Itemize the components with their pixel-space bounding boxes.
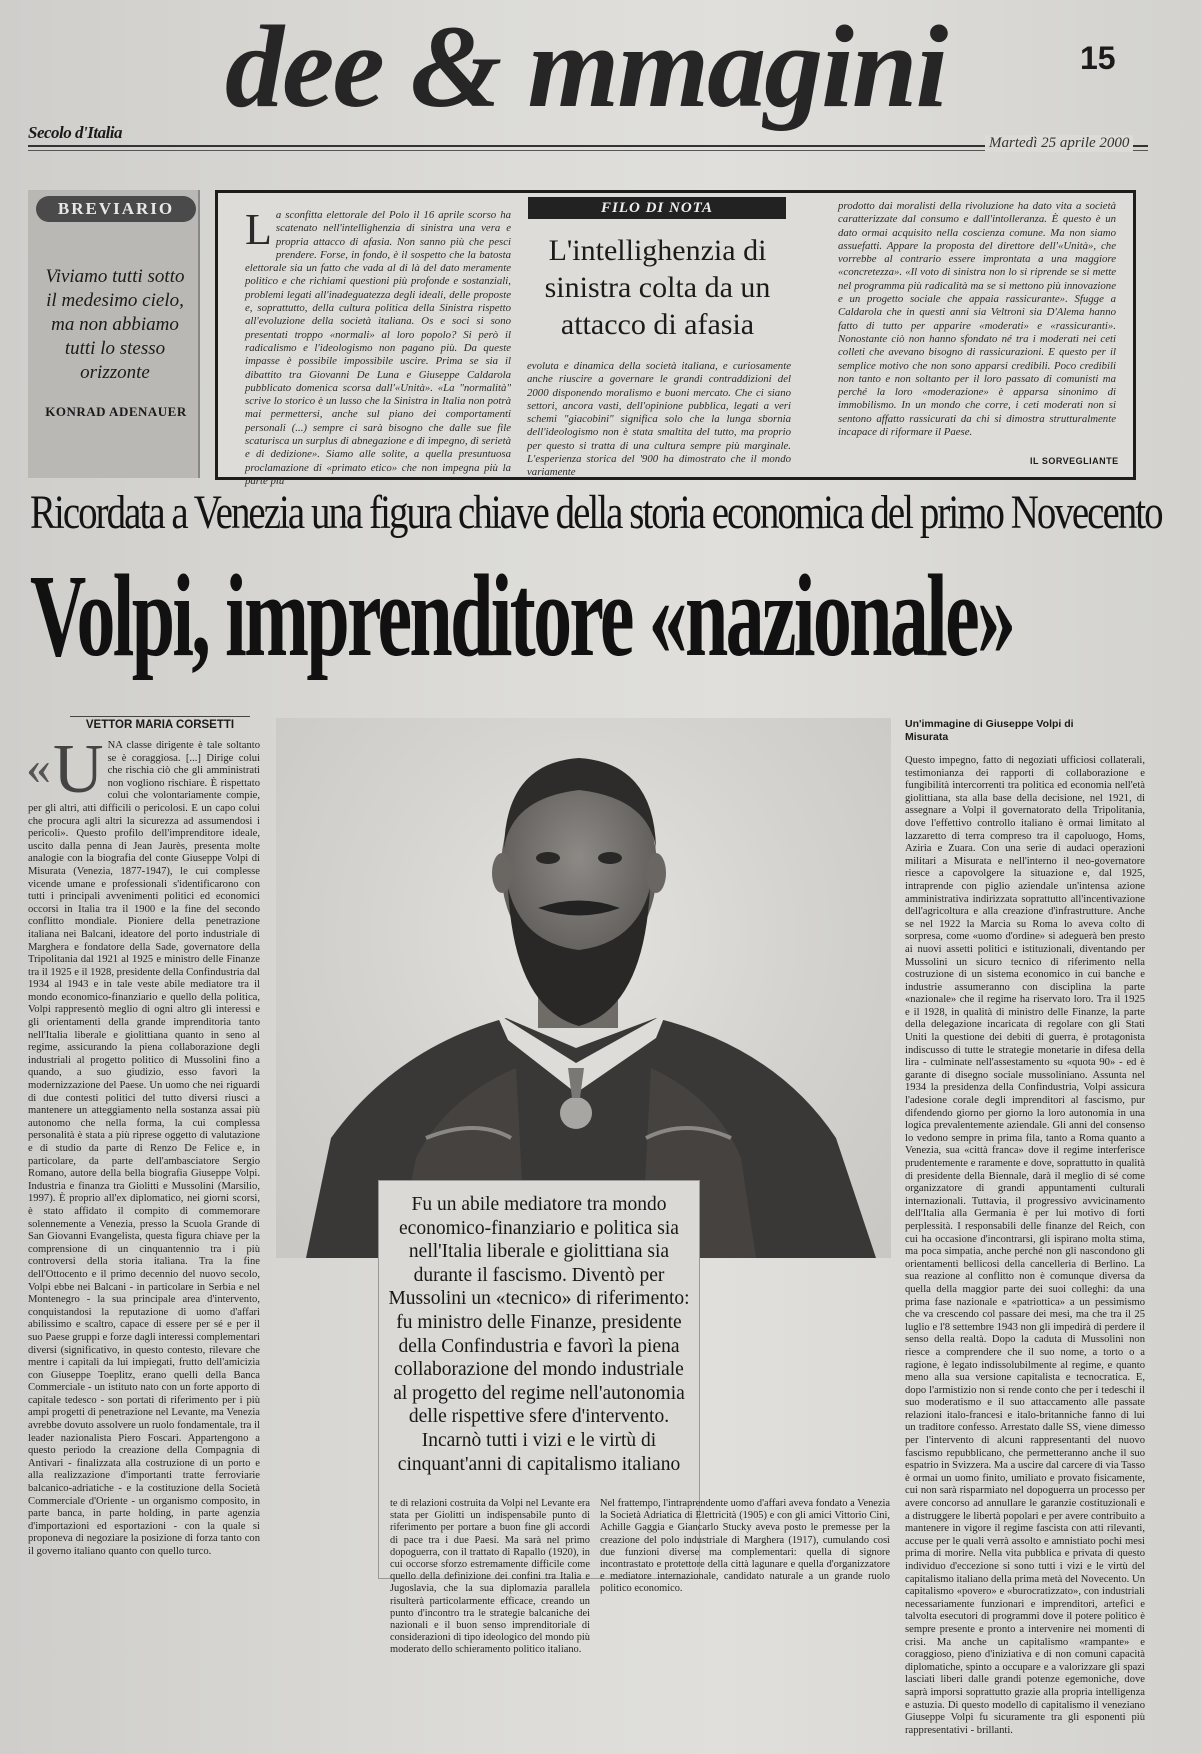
masthead-rule-thin [28,150,1148,151]
breviario-quote: Viviamo tutti sotto il medesimo cielo, ma non abbiamo tutti lo stesso orizzonte [45,266,185,383]
newspaper-brand: Secolo d'Italia [28,123,123,142]
masthead-rule [28,145,1148,147]
filo-column-1 [245,205,511,487]
filo-column-1-text: a sconfitta elettorale del Polo il 16 aprile scorso ha scatenato nell'intellighenzia di sinistra una vera e propria attacco di afasia. Non sanno più che pesci prendere. Forse, in fondo, è il sospetto che la batosta elettorale sia un fatto che vada al di là del dato meramente politico e che richiami questioni più profonde e sostanziali, problemi legati all'inadeguatezza degli ideali, delle proposte e, soprattutto, della cultura politica della Sinistra rispetto all'evoluzione della società italiana. Os e soci si sono presentati troppo «normali» al loro popolo? Si però il radicalismo e l'ideologismo non pagano più. Da queste impasse è possibile impossibile uscire. Prima se sia il dibattito tra Giovanni De Luna e Giuseppe Caldarola pubblicato domenica scorsa dall'«Unità». «La "normalità" scrive lo storico è un lusso che la Sinistra in Italia non potrà mai permettersi, anche sul piano dei comportamenti personali (...) sempre ci sarà bisogno che dalle sue file scaturisca un surplus di abnegazione e di impegno, di serietà e di dedizione». Siamo alle solite, a quella presuntuosa proclamazione di «primato etico» che non impegna più la parte più [245,209,511,487]
article-column-2: te di relazioni costruita da Volpi nel Levante era stata per Giolitti un indispensabile punto di riferimento per portare a buon fine gli accordi di pace tra i due Paesi. Ma sarà nel primo dopoguerra, con il trattato di Rapallo (1920), in cui occorse sforzo estremamente difficile come quello della definizione dei confini tra Italia e Jugoslavia, che la sua diplomazia parallela risulterà particolarmente efficace, creando un punto d'incontro tra le strategie balcaniche dei nazionali e il buon senso imprenditoriale di considerazioni di tipo ideologico del mondo più moderato dello schieramento politico italiano. [390,1498,590,1656]
section-title: dee & mmagini [225,1,947,132]
pull-quote-text: Fu un abile mediatore tra mondo economico-finanziario e politica sia nell'Italia liberale e giolittiana sia durante il fascismo. Diventò per Mussolini un «tecnico» di riferimento: fu ministro delle Finanze, presidente della Confindustria e favorì la piena collaborazione del mondo industriale al progetto del regime nell'autonomia delle rispettive sfere d'intervento. Incarnò tutti i vizi e le virtù di cinquant'anni di capitalismo italiano [388,1194,690,1475]
filo-signature: IL SORVEGLIANTE [1030,456,1119,466]
photo-caption: Un'immagine di Giuseppe Volpi di Misurata [905,718,1074,743]
article-kicker: Ricordata a Venezia una figura chiave della storia economica del primo Novecento [30,486,1162,539]
breviario-author: KONRAD ADENAUER [45,404,187,419]
filo-di-nota-title: L'intellighenzia di sinistra colta da un attacco di afasia [544,234,771,341]
page-number: 15 [1080,40,1116,76]
filo-column-2: evoluta e dinamica della società italiana, e curiosamente anche riuscire a governare le grandi contraddizioni del 2000 disponendo moralismo e buoni mercato. Che ci siano settori, ancora vasti, dell'opinione pubblica, legati a veri schemi "giacobini" significa solo che la lunga sbornia dell'ideologismo non è stata smaltita del tutto, ma proprio per questo si tratta di una cultura sempre più marginale. L'esperienza storica del '900 ha dimostrato che il mondo variamente [527,360,791,479]
portrait-photo [276,718,891,1258]
filo-dropcap: L [245,205,272,254]
article-column-3: Nel frattempo, l'intraprendente uomo d'affari aveva fondato a Venezia la Società Adriatica di Elettricità (1905) e con gli amici Vittorio Cini, Achille Gaggia e Giancarlo Stucky aveva posto le premesse per la creazione del polo industriale di Marghera (1917), cumulando così due funzioni diverse ma complementari: quella di signore incontrastato e protettore della città lagunare e quella d'organizzatore e mediatore internazionale, candidato naturale a un grande ruolo politico economico. [600,1498,890,1595]
article-column-1-text: NA classe dirigente è tale soltanto se è coraggiosa. [...] Dirige colui che rischia ciò che gli amministrati non vogliono rischiare. È rispettato colui che volontariamente compie, per gli altri, atti difficili o pericolosi. E un capo colui che procura agli altri la sicurezza ad assumendosi i pericoli». Questo profilo dell'imprenditore ideale, uscito dalla penna di Jean Jaurès, presenta molte analogie con la biografia del conte Giuseppe Volpi di Misurata (Venezia, 1877-1947), le cui complesse vicende umane e professionali s'identificarono con tutti i principali avvenimenti politici ed economici occorsi in Italia tra il 1900 e la fine del secondo conflitto mondiale. Pioniere della penetrazione italiana nei Balcani, ideatore del porto industriale di Marghera e fondatore della Sade, governatore della Tripolitania dal 1921 al 1925 e ministro delle Finanze tra il 1925 e il 1928, presidente della Confindustria dal 1934 al 1943 e in tale veste abile mediatore tra il mondo economico-finanziario e quello della politica, Volpi rappresentò meglio di ogni altro gli interessi e gli orientamenti della grande imprenditoria tanto nell'Italia liberale e giolittiana quanto in seno al regime, assicurando la piena collaborazione degli industriali al progetto politico di Mussolini fino a quando, a suo giudizio, esso favorì la modernizzazione del Paese. Un uomo che nei riguardi di due contesti politici del tutto diversi riuscì a mantenere un atteggiamento nella sostanza assai più autonomo che nella forma, la cui complessa personalità è stata a più riprese oggetto di valutazione e di studio da parte di Renzo De Felice e, in particolare, da parte dell'ambasciatore Sergio Romano, autore della bella biografia Giuseppe Volpi. Industria e finanza tra Giolitti e Mussolini (Marsilio, 1997). È proprio all'ex diplomatico, nei giorni scorsi, è stato affidato il compito di commemorare solennemente a Venezia, presso la Scuola Grande di San Giovanni Evangelista, questa figura chiave per la comprensione di un cinquantennio tra i più controversi della storia italiana. Tra la fine dell'Ottocento e il primo decennio del nuovo secolo, Volpi ebbe nei Balcani - in particolare in Serbia e nel Montenegro - la sua principale area d'intervento, conquistandosi la reputazione di uomo d'affari abilissimo e scaltro, capace di essere per sé e per il suo Paese gruppi e forze dagli interessi complementari diversi (significativo, in questo contesto, rilevare che mentre i capitali da lui impiegati, frutto dell'amicizia con Giuseppe Toeplitz, erano quelli della Banca Commerciale - un istituto nato con un forte apporto di capitale tedesco - son portati di riferimento per i più ampi progetti di penetrazione nel Levante, ma Venezia avrebbe dovuto assolvere un ruolo fondamentale, tra il leader nazionalista Piero Foscari. Appartengono a questo periodo la creazione della Compagnia di Antivari - finalizzata alla costruzione di un porto e alla realizzazione d'importanti tratte ferroviarie balcanico-adriatiche - e la costituzione della Società Commerciale d'Oriente - un organismo composito, in parte banca, in parte holding, in parte agenzia d'importazioni ed esportazioni - con la quale si proponeva di negoziare la posizione di forza tanto con il governo italiano quanto con quello turco. [28,740,260,1557]
article-byline: VETTOR MARIA CORSETTI [70,716,250,731]
filo-column-3: prodotto dai moralisti della rivoluzione ha dato vita a società caratterizzate dal consumo e dall'intolleranza. È questo è un dato ormai acquisito nella coscienza comune. Ma non siamo assuefatti. Appare la proposta del direttore dell'«Unità», che vorrebbe al contrario essere improntata a una maggiore «concretezza». «Il voto di sinistra non lo si riprende se si mette nel programma più radicalità ma se si mettono più innovazione e un progetto sociale che appaia rassicurante». Sfugge a Caldarola che in questi anni sia Veltroni sia D'Alema hanno fatto di tutto per apparire «moderati» e «rassicuranti». Nonostante ciò non hanno sfondato né tra i moderati nei ceti colleti che avevano bisogno di rassicurazioni. E questo per il semplice motivo che non sono apparsi credibili. Poco credibili non tanto e non soltanto per il loro passato di comunisti ma perché la loro «moderazione» è apparsa sinonimo di immobilismo. In un mondo che corre, i ceti moderati non si sentono affatto rassicurati da chi si dimostra strutturalmente incapace di riformare il Paese. [838,200,1116,439]
issue-date: Martedì 25 aprile 2000 [985,135,1133,152]
filo-di-nota-heading: FILO DI NOTA [528,197,786,219]
article-column-1 [26,731,260,1740]
article-dropcap: U [53,731,104,808]
opening-quote-mark: « [26,739,51,795]
portrait-illustration [276,718,891,1258]
article-headline: Volpi, imprenditore «nazionale» [30,550,1014,681]
breviario-heading: BREVIARIO [36,196,196,222]
article-column-4: Questo impegno, fatto di negoziati ufficiosi collaterali, testimonianza dei rapporti di collaborazione e fungibilità intercorrenti tra politica ed economia nell'età giolittiana, sta alla base della decisione, nel 1921, di assegnare a Volpi il governatorato della Tripolitania, dove l'effettivo controllo italiano è ormai limitato al lazzaretto di terra compreso tra il capoluogo, Homs, Aziria e Zuara. Con una serie di audaci operazioni militari a Misurata e nell'interno il neo-governatore riesce a capovolgere la situazione e, dal 1925, intraprende con piglio aziendale un'intensa azione amministrativa indirizzata soprattutto all'incentivazione dell'agricoltura e alla creazione d'infrastrutture. Anche se nel 1922 la Marcia su Roma lo aveva colto di sorpresa, come «uomo d'ordine» si adeguerà ben presto ai nuovi assetti politici e istituzionali, diventando per Mussolini un sicuro tecnico di riferimento nella costruzione di un sistema economico in cui banche e industrie assumeranno con disciplina la parte «nazionale» che il regime ha riservato loro. Tra il 1925 e il 1928, in qualità di ministro delle Finanze, la parte della delegazione incaricata di regolare con gli Stati Uniti la questione dei debiti di guerra, è protagonista indiscusso di tutte le strategie monetarie in difesa della lira - culminate nell'assestamento su «quota 90» - ed è garante di disegno sociale mussoliniano. Assunta nel 1934 la presidenza della Confindustria, Volpi assicura l'adesione corale degli imprenditori al fascismo, pur difendendo giorno per giorno la loro autonomia in una logica prevalentemente aziendale. Gli anni del consenso lo vedono sempre in prima fila, tanto a Roma quanto a Venezia, sua «città franca» dove il regime interferisce prudentemente e raramente e dove, soprattutto in qualità di presidente della Biennale, darà il meglio di sé come organizzatore di grandi appuntamenti culturali internazionali. Tuttavia, il progressivo avvicinamento dell'Italia alla Germania è per lui motivo di forti perplessità. I responsabili delle finanze del Reich, con cui ha occasione d'incontrarsi, gli ispirano molta stima, ma poca simpatia, anche perché non gli nascondono gli orientamenti bellicosi della cancelleria di Berlino. La sua reazione al conflitto non è comunque diversa da quella della maggior parte dei suoi colleghi: da una prima fase nazionale e «patriottica» a un pessimismo che va crescendo col passare dei mesi, ma che tra il 25 luglio e l'8 settembre 1943 non gli impedirà di perdere il senso della realtà. Dopo la caduta di Mussolini non riesce a comprendere che il suo nome, a torto o a ragione, è legato indissolubilmente al regime, e quanto meno alla sua versione capitalista e tecnocratica. E, dopo l'armistizio non si rende conto che per i tedeschi il suo moderatismo e il suo attaccamento alle passate relazioni italo-francesi e italo-britanniche fanno di lui un traditore confesso. Arrestato dalle SS, viene dimesso per l'intervento di alcuni rappresentanti del nuovo fascismo repubblicano, che permetteranno anche il suo espatrio in Svizzera. Ma a uscire dal carcere di via Tasso è ormai un uomo finito, umiliato e provato fisicamente, cui non sarà risparmiato nel dopoguerra un processo per avere concorso ad annullare le garanzie costituzionali e a distruggere le libertà popolari e per avere contribuito a mantenere in vigore il regime fascista con atti rilevanti, accuse per le quali verrà assolto e amnistiato pochi mesi prima di morire. Nella vita pubblica e privata di questo individuo d'eccezione si sono tutti i vizi e le virtù del capitalismo italiano della prima metà del Novecento. Un capitalismo «povero» e «burocratizzato», con industriali necessariamente funzionari e imprenditori, artefici e talvolta esecutori di programmi dove il potere politico è sempre presente e pronto a intervenire nei momenti di crisi. Ma anche un capitalismo «rampante» e coraggioso, pieno d'iniziativa e di non comuni capacità diplomatiche, spinto a occupare e a valorizzare gli spazi lasciati liberi dalle grandi potenze egemoniche, dove saprà imporsi soprattutto grazie alla propria intelligenza e astuzia. Di questo modello di capitalismo il veneziano Giuseppe Volpi fu sicuramente tra gli esponenti più rappresentativi - brillanti. [905,755,1145,1736]
